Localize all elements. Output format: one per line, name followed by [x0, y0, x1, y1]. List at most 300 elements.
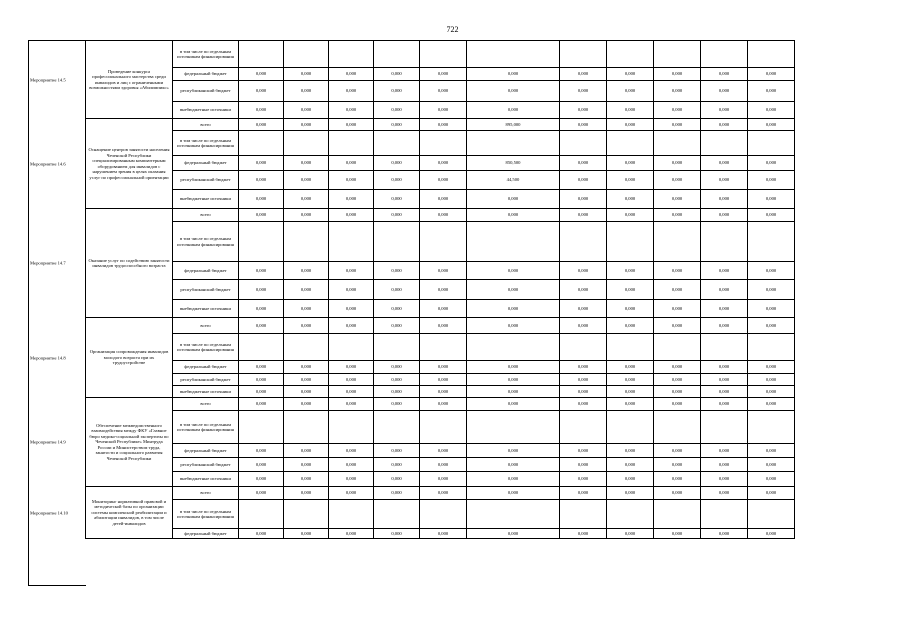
amount-cell: 0,000	[748, 156, 795, 171]
amount-cell: 0,000	[654, 318, 701, 334]
amount-cell: 0,000	[654, 171, 701, 190]
amount-cell	[329, 222, 374, 262]
amount-cell: 0,000	[467, 300, 560, 318]
amount-cell: 0,000	[560, 458, 607, 472]
amount-cell	[420, 222, 467, 262]
amount-cell: 0,000	[607, 361, 654, 374]
amount-cell: 0,000	[284, 398, 329, 411]
amount-cell: 0,000	[420, 262, 467, 280]
amount-cell	[467, 411, 560, 444]
amount-cell	[239, 222, 284, 262]
amount-cell: 0,000	[329, 209, 374, 222]
amount-cell: 0,000	[420, 119, 467, 131]
amount-cell: 0,000	[701, 262, 748, 280]
amount-cell: 0,000	[284, 386, 329, 398]
amount-cell	[374, 222, 420, 262]
funding-source: всего	[173, 119, 239, 131]
amount-cell	[607, 500, 654, 529]
amount-cell	[560, 334, 607, 361]
amount-cell: 0,000	[654, 81, 701, 102]
amount-cell	[748, 500, 795, 529]
amount-cell: 0,000	[607, 156, 654, 171]
measure-name	[30, 398, 173, 487]
amount-cell: 0,000	[284, 487, 329, 500]
amount-cell	[654, 334, 701, 361]
amount-cell: 0,000	[748, 81, 795, 102]
measure-name	[30, 209, 173, 318]
amount-cell: 0,000	[374, 156, 420, 171]
amount-cell	[284, 500, 329, 529]
amount-cell: 0,000	[701, 386, 748, 398]
amount-cell: 0,000	[748, 529, 795, 539]
table-row	[86, 458, 795, 472]
amount-cell: 0,000	[329, 487, 374, 500]
funding-source: всего	[173, 209, 239, 222]
amount-cell: 0,000	[329, 81, 374, 102]
funding-source: в том числе по отдельным источникам финансирования	[173, 131, 239, 156]
amount-cell: 0,000	[374, 300, 420, 318]
amount-cell	[701, 131, 748, 156]
amount-cell: 0,000	[607, 300, 654, 318]
amount-cell: 0,000	[607, 529, 654, 539]
funding-source: федеральный бюджет	[173, 68, 239, 81]
amount-cell: 0,000	[607, 190, 654, 209]
amount-cell	[239, 411, 284, 444]
table-row	[86, 472, 795, 487]
amount-cell: 0,000	[607, 280, 654, 300]
amount-cell: 0,000	[467, 444, 560, 458]
amount-cell	[748, 222, 795, 262]
amount-cell: 0,000	[607, 487, 654, 500]
amount-cell	[607, 131, 654, 156]
amount-cell: 0,000	[748, 300, 795, 318]
amount-cell: 0,000	[701, 102, 748, 119]
amount-cell: 0,000	[607, 119, 654, 131]
amount-cell	[467, 41, 560, 68]
amount-cell	[420, 41, 467, 68]
amount-cell: 0,000	[420, 374, 467, 386]
amount-cell	[239, 131, 284, 156]
amount-cell: 0,000	[701, 458, 748, 472]
amount-cell: 0,000	[420, 386, 467, 398]
measure-name	[30, 487, 173, 539]
funding-source: всего	[173, 318, 239, 334]
table-row	[86, 209, 795, 222]
amount-cell: 0,000	[467, 472, 560, 487]
amount-cell: 0,000	[329, 444, 374, 458]
amount-cell: 0,000	[467, 487, 560, 500]
amount-cell	[374, 131, 420, 156]
amount-cell: 0,000	[374, 374, 420, 386]
amount-cell: 0,000	[329, 361, 374, 374]
amount-cell: 0,000	[467, 458, 560, 472]
funding-source: федеральный бюджет	[173, 529, 239, 539]
amount-cell	[701, 222, 748, 262]
amount-cell	[654, 411, 701, 444]
amount-cell	[284, 131, 329, 156]
amount-cell: 0,000	[748, 487, 795, 500]
amount-cell: 0,000	[374, 529, 420, 539]
amount-cell	[329, 131, 374, 156]
amount-cell: 0,000	[374, 209, 420, 222]
amount-cell: 0,000	[748, 119, 795, 131]
amount-cell: 0,000	[560, 171, 607, 190]
amount-cell: 0,000	[284, 68, 329, 81]
code-column	[28, 40, 86, 586]
amount-cell	[239, 41, 284, 68]
amount-cell: 0,000	[239, 156, 284, 171]
amount-cell: 0,000	[701, 68, 748, 81]
funding-source: в том числе по отдельным источникам финансирования	[173, 222, 239, 262]
measure-name	[30, 119, 173, 209]
amount-cell: 0,000	[701, 190, 748, 209]
amount-cell: 0,000	[654, 361, 701, 374]
amount-cell: 0,000	[284, 190, 329, 209]
amount-cell: 0,000	[748, 386, 795, 398]
amount-cell	[329, 411, 374, 444]
amount-cell: 0,000	[239, 171, 284, 190]
funding-source: федеральный бюджет	[173, 444, 239, 458]
amount-cell	[607, 334, 654, 361]
amount-cell: 0,000	[239, 300, 284, 318]
amount-cell	[607, 411, 654, 444]
amount-cell: 0,000	[701, 81, 748, 102]
measure-name-text: Организация сопровождения инвалидов молодого возраста при их трудоустройстве	[89, 349, 169, 366]
amount-cell: 0,000	[560, 68, 607, 81]
amount-cell: 0,000	[607, 68, 654, 81]
amount-cell: 0,000	[239, 374, 284, 386]
amount-cell: 0,000	[374, 398, 420, 411]
amount-cell: 0,000	[748, 472, 795, 487]
amount-cell: 0,000	[239, 487, 284, 500]
amount-cell	[467, 222, 560, 262]
amount-cell: 0,000	[654, 386, 701, 398]
amount-cell	[701, 334, 748, 361]
amount-cell: 0,000	[560, 300, 607, 318]
measure-name-text: Оказание услуг по содействию занятости инвалидов трудоспособного возраста	[88, 257, 170, 268]
amount-cell: 0,000	[239, 262, 284, 280]
amount-cell	[374, 500, 420, 529]
amount-cell: 0,000	[560, 262, 607, 280]
funding-source: федеральный бюджет	[173, 361, 239, 374]
amount-cell	[284, 411, 329, 444]
amount-cell	[329, 500, 374, 529]
amount-cell: 0,000	[748, 209, 795, 222]
amount-cell: 0,000	[284, 171, 329, 190]
amount-cell: 0,000	[654, 209, 701, 222]
amount-cell: 0,000	[239, 444, 284, 458]
amount-cell: 0,000	[420, 487, 467, 500]
amount-cell	[748, 334, 795, 361]
amount-cell: 0,000	[560, 119, 607, 131]
amount-cell: 0,000	[239, 102, 284, 119]
amount-cell: 0,000	[701, 487, 748, 500]
amount-cell: 0,000	[284, 156, 329, 171]
table-row	[86, 300, 795, 318]
amount-cell: 0,000	[748, 398, 795, 411]
amount-cell: 0,000	[560, 361, 607, 374]
table-row	[86, 222, 795, 262]
amount-cell	[467, 334, 560, 361]
amount-cell: 0,000	[329, 262, 374, 280]
amount-cell: 0,000	[420, 190, 467, 209]
amount-cell	[239, 500, 284, 529]
amount-cell: 0,000	[748, 171, 795, 190]
amount-cell: 0,000	[748, 190, 795, 209]
amount-cell: 0,000	[701, 361, 748, 374]
amount-cell: 0,000	[420, 300, 467, 318]
funding-source: внебюджетные источники	[173, 300, 239, 318]
funding-source: всего	[173, 398, 239, 411]
table-row	[86, 102, 795, 119]
funding-source: всего	[173, 487, 239, 500]
amount-cell: 0,000	[701, 300, 748, 318]
amount-cell: 44,500	[467, 171, 560, 190]
amount-cell: 0,000	[239, 386, 284, 398]
amount-cell: 0,000	[284, 262, 329, 280]
amount-cell: 0,000	[420, 529, 467, 539]
funding-source: внебюджетные источники	[173, 102, 239, 119]
table-row	[86, 411, 795, 444]
amount-cell: 0,000	[239, 81, 284, 102]
amount-cell: 0,000	[329, 386, 374, 398]
amount-cell: 0,000	[607, 318, 654, 334]
measure-code: Мероприятие 14.8	[30, 354, 66, 360]
funding-source: федеральный бюджет	[173, 262, 239, 280]
amount-cell: 0,000	[329, 280, 374, 300]
table-row	[86, 190, 795, 209]
amount-cell: 0,000	[284, 374, 329, 386]
amount-cell: 0,000	[701, 472, 748, 487]
table-row	[86, 68, 795, 81]
amount-cell: 0,000	[701, 444, 748, 458]
table-row	[86, 529, 795, 539]
amount-cell: 0,000	[748, 318, 795, 334]
amount-cell: 0,000	[239, 318, 284, 334]
amount-cell: 0,000	[284, 209, 329, 222]
amount-cell: 0,000	[560, 318, 607, 334]
amount-cell	[560, 411, 607, 444]
amount-cell: 0,000	[654, 458, 701, 472]
funding-source: в том числе по отдельным источникам финансирования	[173, 41, 239, 68]
amount-cell: 0,000	[701, 171, 748, 190]
amount-cell: 0,000	[654, 156, 701, 171]
amount-cell: 0,000	[701, 374, 748, 386]
table-row	[86, 280, 795, 300]
amount-cell	[420, 500, 467, 529]
amount-cell: 0,000	[374, 68, 420, 81]
amount-cell: 0,000	[748, 361, 795, 374]
amount-cell: 0,000	[560, 190, 607, 209]
amount-cell: 0,000	[284, 280, 329, 300]
funding-source: внебюджетные источники	[173, 386, 239, 398]
amount-cell: 0,000	[420, 361, 467, 374]
amount-cell: 0,000	[374, 386, 420, 398]
amount-cell	[560, 41, 607, 68]
amount-cell: 0,000	[284, 318, 329, 334]
amount-cell: 0,000	[560, 487, 607, 500]
amount-cell: 0,000	[374, 487, 420, 500]
measure-name	[30, 41, 173, 119]
table-row	[86, 374, 795, 386]
amount-cell: 0,000	[467, 529, 560, 539]
amount-cell: 0,000	[374, 81, 420, 102]
amount-cell: 0,000	[420, 472, 467, 487]
amount-cell: 0,000	[560, 81, 607, 102]
amount-cell: 0,000	[607, 171, 654, 190]
amount-cell: 0,000	[654, 487, 701, 500]
amount-cell	[239, 334, 284, 361]
amount-cell: 0,000	[607, 262, 654, 280]
amount-cell: 0,000	[329, 156, 374, 171]
amount-cell: 0,000	[748, 262, 795, 280]
amount-cell: 0,000	[467, 280, 560, 300]
amount-cell	[748, 411, 795, 444]
amount-cell: 0,000	[748, 374, 795, 386]
amount-cell: 0,000	[748, 458, 795, 472]
amount-cell: 0,000	[701, 398, 748, 411]
amount-cell: 0,000	[374, 361, 420, 374]
amount-cell: 0,000	[607, 458, 654, 472]
amount-cell: 0,000	[284, 300, 329, 318]
amount-cell: 0,000	[607, 81, 654, 102]
amount-cell: 0,000	[374, 119, 420, 131]
amount-cell	[467, 500, 560, 529]
amount-cell: 0,000	[467, 398, 560, 411]
measure-name-text: Обеспечение межведомственного взаимодействия между ФКУ «Главное бюро медико-социальной экспертизы по Чеченской Республике» Минтруда России и Министерством труда, занятости и социального развития Чеченской Республики	[89, 422, 169, 461]
amount-cell: 0,000	[284, 444, 329, 458]
amount-cell: 0,000	[374, 318, 420, 334]
amount-cell: 0,000	[374, 102, 420, 119]
amount-cell: 0,000	[239, 68, 284, 81]
amount-cell	[560, 500, 607, 529]
amount-cell: 0,000	[467, 318, 560, 334]
amount-cell: 0,000	[701, 529, 748, 539]
amount-cell	[701, 500, 748, 529]
amount-cell: 0,000	[284, 119, 329, 131]
table-row	[86, 500, 795, 529]
amount-cell	[654, 41, 701, 68]
funding-source: внебюджетные источники	[173, 472, 239, 487]
amount-cell: 0,000	[701, 209, 748, 222]
amount-cell	[654, 500, 701, 529]
table-row	[86, 318, 795, 334]
amount-cell: 0,000	[654, 472, 701, 487]
table-row	[86, 444, 795, 458]
amount-cell	[329, 334, 374, 361]
amount-cell: 0,000	[239, 361, 284, 374]
amount-cell: 0,000	[420, 398, 467, 411]
amount-cell: 0,000	[239, 280, 284, 300]
table-row	[86, 487, 795, 500]
amount-cell: 0,000	[374, 190, 420, 209]
amount-cell: 0,000	[329, 171, 374, 190]
measure-code: Мероприятие 14.7	[30, 260, 66, 266]
amount-cell: 0,000	[420, 156, 467, 171]
amount-cell: 0,000	[374, 444, 420, 458]
measure-code: Мероприятие 14.9	[30, 439, 66, 445]
table-row	[86, 119, 795, 131]
amount-cell: 0,000	[374, 280, 420, 300]
amount-cell: 0,000	[239, 119, 284, 131]
amount-cell: 0,000	[374, 262, 420, 280]
amount-cell	[701, 411, 748, 444]
amount-cell: 0,000	[374, 472, 420, 487]
amount-cell: 0,000	[560, 444, 607, 458]
amount-cell: 0,000	[329, 190, 374, 209]
amount-cell: 0,000	[420, 68, 467, 81]
funding-source: республиканский бюджет	[173, 458, 239, 472]
measure-name-text: Оснащение центров занятости населения Чеченской Республики специализированным компьютерным оборудованием для инвалидов с нарушением зрения в целях оказания услуг по профессиональной ориентации	[88, 147, 170, 180]
amount-cell	[607, 41, 654, 68]
page-number: 722	[446, 25, 459, 34]
amount-cell: 0,000	[654, 444, 701, 458]
amount-cell: 0,000	[420, 280, 467, 300]
amount-cell: 0,000	[329, 300, 374, 318]
amount-cell: 0,000	[467, 102, 560, 119]
amount-cell	[284, 222, 329, 262]
amount-cell	[701, 41, 748, 68]
table-row	[86, 41, 795, 68]
amount-cell: 0,000	[329, 398, 374, 411]
amount-cell: 0,000	[239, 209, 284, 222]
amount-cell: 0,000	[607, 102, 654, 119]
amount-cell: 0,000	[420, 171, 467, 190]
funding-source: в том числе по отдельным источникам финансирования	[173, 411, 239, 444]
amount-cell	[329, 41, 374, 68]
amount-cell: 0,000	[560, 374, 607, 386]
amount-cell: 0,000	[560, 386, 607, 398]
amount-cell: 0,000	[467, 81, 560, 102]
amount-cell: 0,000	[467, 209, 560, 222]
amount-cell: 0,000	[654, 190, 701, 209]
amount-cell: 0,000	[329, 318, 374, 334]
table-row	[86, 156, 795, 171]
amount-cell: 0,000	[239, 398, 284, 411]
measure-code: Мероприятие 14.10	[30, 509, 68, 515]
table-row	[86, 131, 795, 156]
amount-cell: 0,000	[607, 398, 654, 411]
amount-cell: 0,000	[420, 318, 467, 334]
amount-cell	[284, 41, 329, 68]
amount-cell: 0,000	[654, 68, 701, 81]
amount-cell: 0,000	[420, 444, 467, 458]
amount-cell: 0,000	[329, 529, 374, 539]
amount-cell: 0,000	[654, 119, 701, 131]
funding-source: республиканский бюджет	[173, 81, 239, 102]
amount-cell	[374, 411, 420, 444]
amount-cell: 0,000	[374, 171, 420, 190]
amount-cell	[374, 334, 420, 361]
amount-cell	[654, 222, 701, 262]
amount-cell	[607, 222, 654, 262]
amount-cell: 0,000	[420, 209, 467, 222]
amount-cell	[748, 41, 795, 68]
measure-name-text: Мониторинг нормативной правовой и методической базы по организации системы комплексной реабилитации и абилитации инвалидов, в том числе детей-инвалидов	[91, 498, 167, 526]
measure-name-text: Проведение конкурса профессионального мастерства среди инвалидов и лиц с ограниченными возможностями здоровья «Абилимпикс»	[89, 68, 169, 90]
amount-cell: 0,000	[467, 262, 560, 280]
amount-cell: 0,000	[560, 398, 607, 411]
amount-cell: 0,000	[654, 262, 701, 280]
amount-cell: 0,000	[654, 280, 701, 300]
table-row	[86, 171, 795, 190]
amount-cell: 0,000	[467, 374, 560, 386]
amount-cell: 0,000	[701, 119, 748, 131]
amount-cell: 0,000	[420, 102, 467, 119]
amount-cell: 0,000	[467, 361, 560, 374]
amount-cell: 0,000	[560, 156, 607, 171]
table-row	[86, 81, 795, 102]
